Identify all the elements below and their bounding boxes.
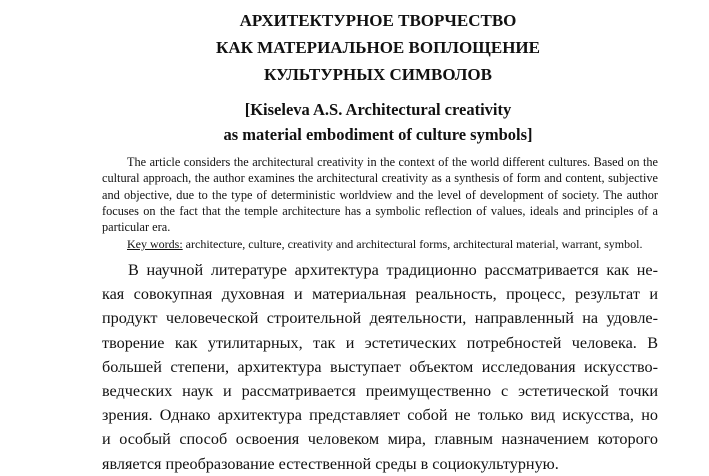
body-line: зрения. Однако архитектура представляет собой не только вид искусства, но (102, 406, 658, 425)
body-paragraph (102, 258, 658, 476)
abstract-paragraph: The article considers the architectural creativity in the context of the world different cultures. Based on the cultural approach, the author examines the architectural creativity as a synthesis of form and content, subjective and objective, due to the type of deterministic worldview and the level of development of society. The author focuses on the fact that the temple architecture has a symbolic reflection of values, ideals and principles of a particular era. (102, 155, 658, 235)
body-line: большей степени, архитектура выступает объектом исследования искусство- (102, 357, 658, 376)
body-line: В научной литературе архитектура традиционно рассматривается как не- (128, 261, 658, 279)
body-line: является преобразование естественной среды в социокультурную. (102, 454, 559, 473)
body-line: ведческих наук и рассматривается преимущественно с эстетической точки (102, 381, 658, 400)
english-title-line-1: [Kiseleva A.S. Architectural creativity (244, 100, 512, 119)
body-line: и особый способ освоения человеком мира, главным назначением которого (102, 430, 658, 449)
body-line: продукт человеческой строительной деятельности, направленный на удовле- (102, 309, 658, 328)
body-line: кая совокупная духовная и материальная реальность, процесс, результат и (102, 285, 658, 304)
keywords-line (127, 236, 642, 252)
article-title-line-3: КУЛЬТУРНЫХ СИМВОЛОВ (264, 65, 492, 84)
article-title-line-1: АРХИТЕКТУРНОЕ ТВОРЧЕСТВО (239, 11, 517, 30)
article-title-line-2: КАК МАТЕРИАЛЬНОЕ ВОПЛОЩЕНИЕ (216, 38, 540, 57)
keywords-text: architecture, culture, creativity and architectural forms, architectural material, warrant, symbol. (182, 237, 643, 251)
english-title-line-2: as material embodiment of culture symbols] (223, 125, 533, 144)
keywords-label: Key words: (127, 237, 183, 251)
body-line: творение как утилитарных, так и эстетических потребностей человека. В (102, 333, 658, 352)
